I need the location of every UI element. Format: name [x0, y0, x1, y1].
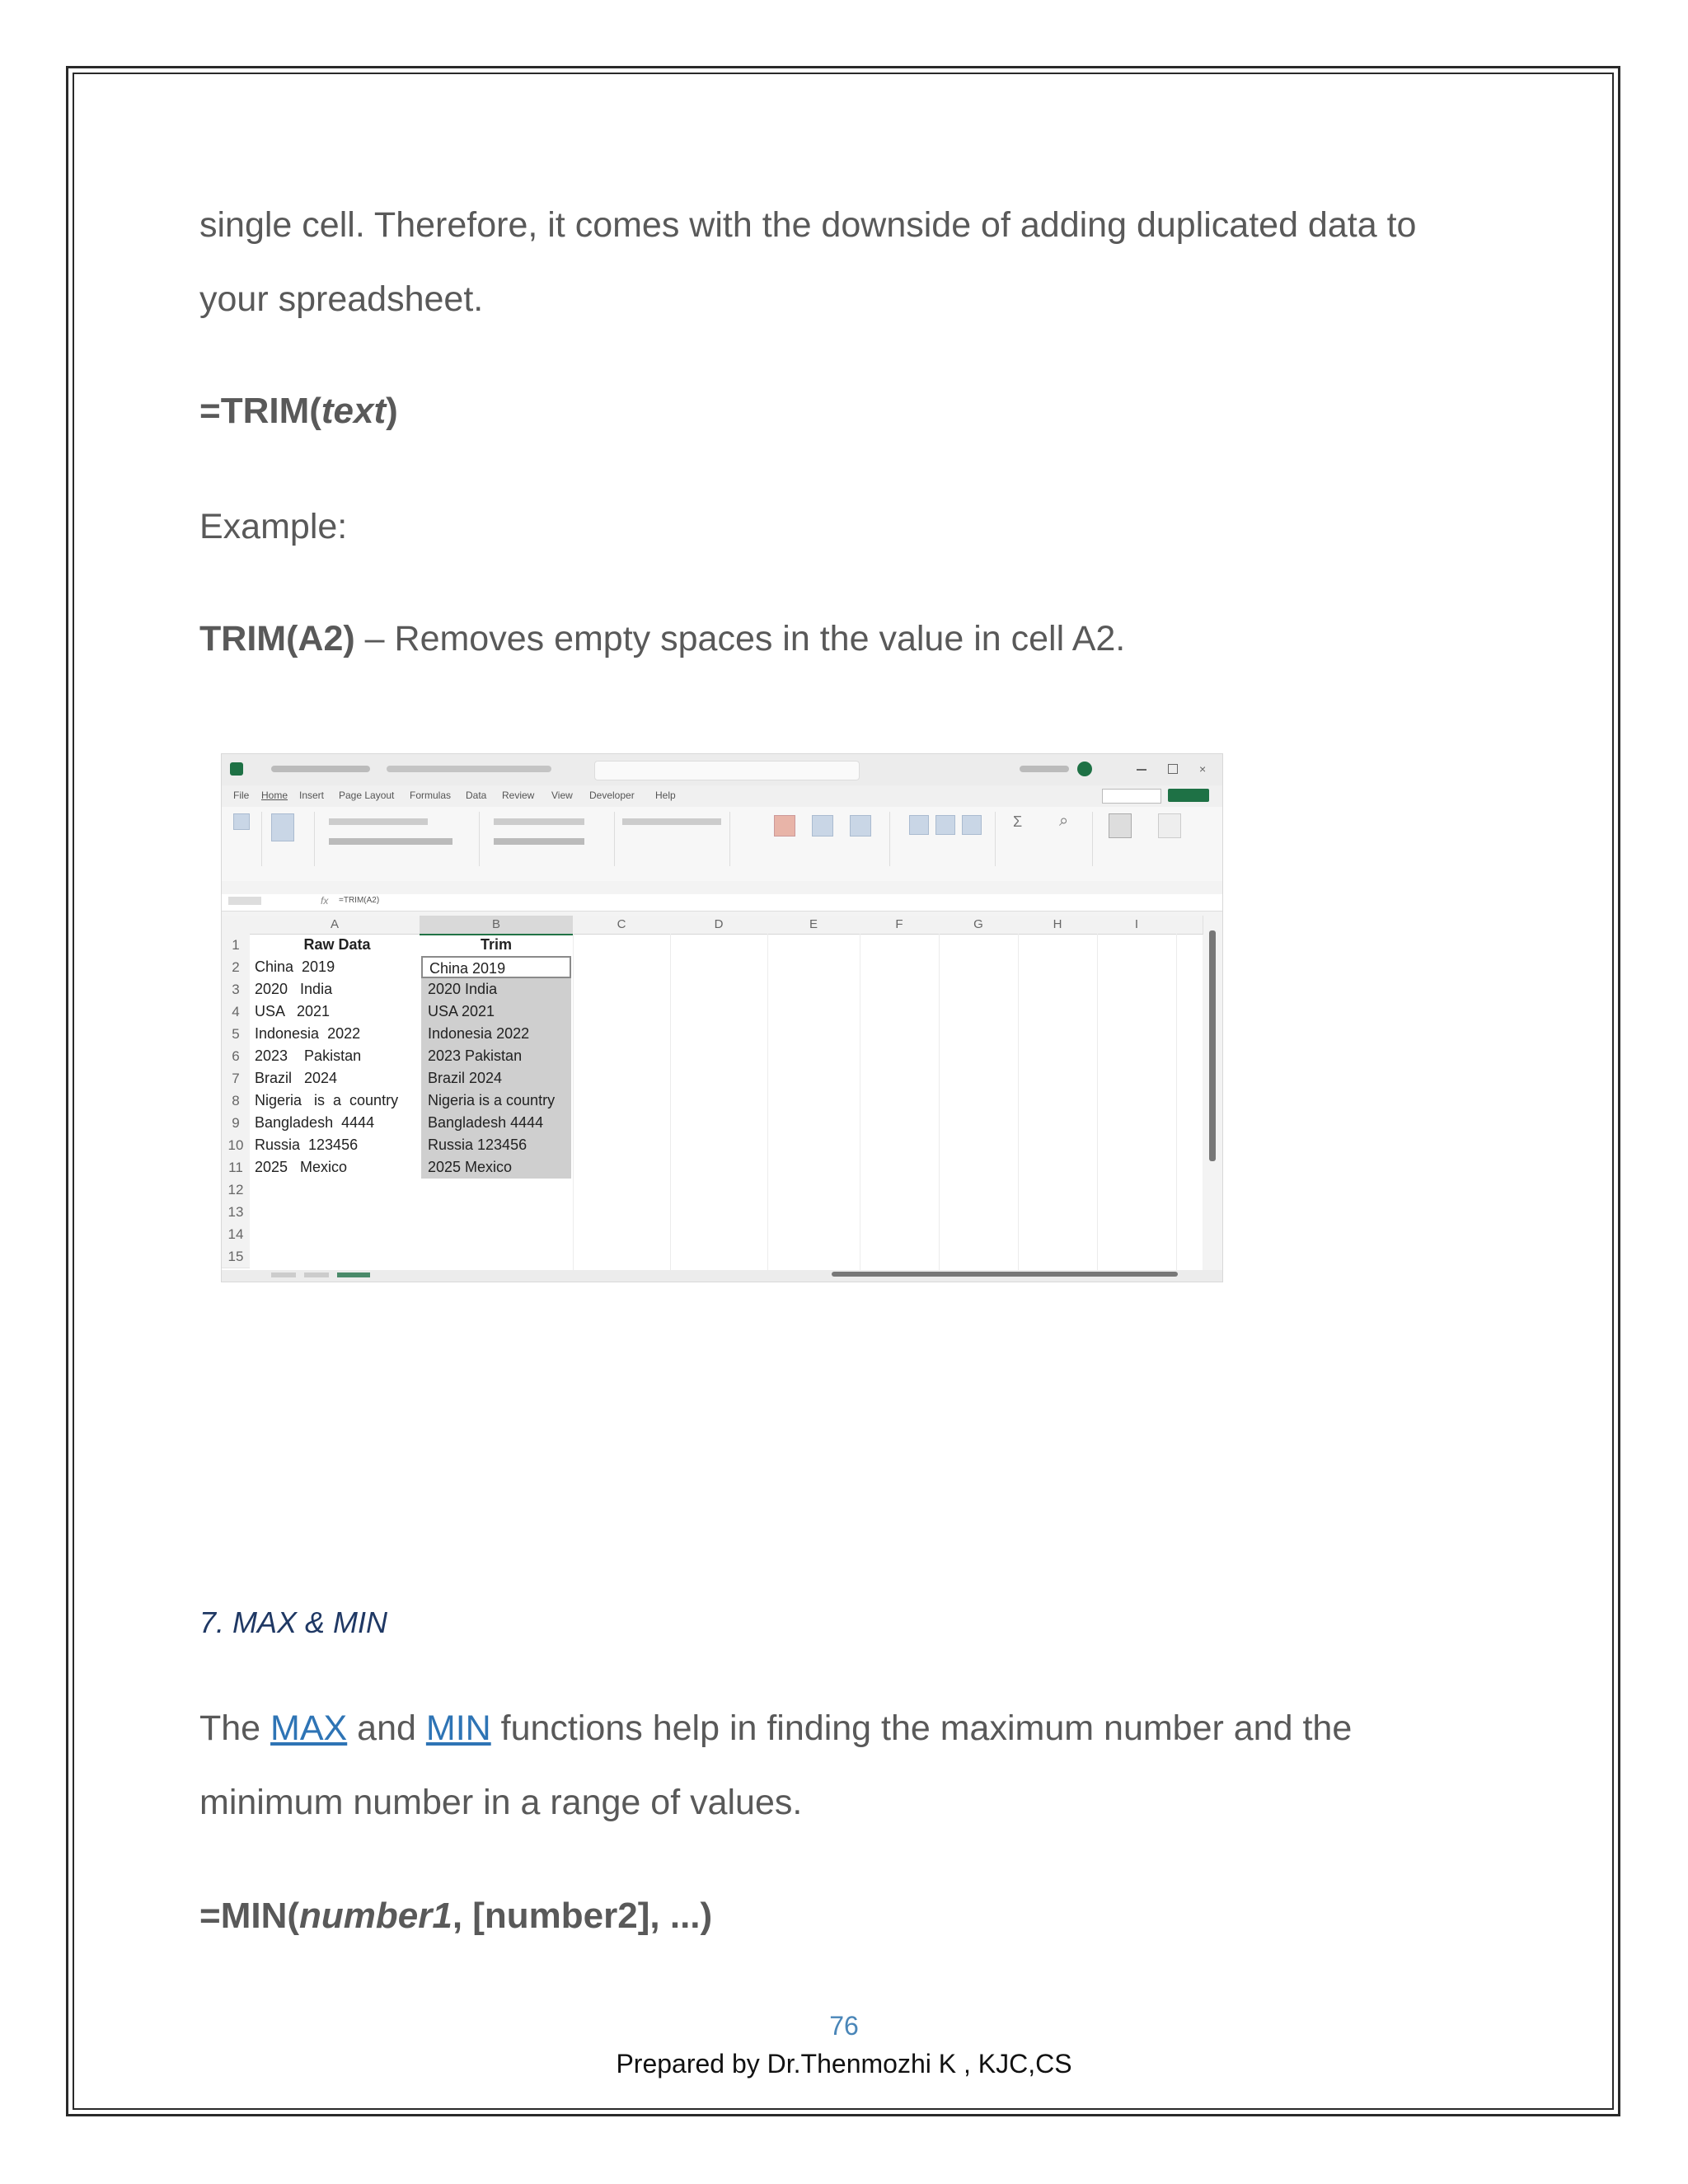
trim-cell[interactable]: Russia 123456 — [421, 1134, 571, 1156]
menu-help[interactable]: Help — [655, 790, 676, 801]
min-syntax-prefix: =MIN( — [199, 1896, 299, 1936]
raw-data-cell[interactable]: 2020 India — [255, 981, 333, 997]
trim-syntax-suffix: ) — [386, 391, 398, 431]
maxmin-text-3: functions help in finding the maximum number and the — [490, 1708, 1353, 1748]
paragraph-line: single cell. Therefore, it comes with the downside of adding duplicated data to — [199, 205, 1417, 245]
excel-logo-icon — [230, 762, 243, 776]
column-header-h[interactable]: H — [1018, 916, 1098, 935]
raw-data-cell[interactable]: Brazil 2024 — [255, 1070, 338, 1086]
trim-cell[interactable]: 2020 India — [421, 978, 571, 1001]
section-heading: 7. MAX & MIN — [199, 1605, 388, 1639]
paragraph-line: minimum number in a range of values. — [199, 1783, 803, 1822]
horizontal-scrollbar[interactable] — [832, 1272, 1178, 1277]
min-syntax-suffix: , [number2], ...) — [452, 1896, 713, 1936]
column-header-e[interactable]: E — [767, 916, 860, 935]
sensitivity-icon[interactable] — [1158, 813, 1181, 838]
maximize-icon[interactable] — [1168, 764, 1178, 774]
excel-menu-bar — [222, 785, 1222, 807]
share-button[interactable] — [1168, 789, 1209, 802]
avatar[interactable] — [1077, 762, 1092, 776]
row-header[interactable]: 9 — [222, 1112, 250, 1135]
cell-a1-header[interactable]: Raw Data — [303, 936, 371, 953]
raw-data-cell[interactable]: China 2019 — [255, 958, 335, 975]
menu-data[interactable]: Data — [466, 790, 487, 801]
row-header[interactable]: 1 — [222, 934, 250, 957]
row-header[interactable]: 6 — [222, 1045, 250, 1068]
search-box[interactable] — [594, 761, 860, 780]
trim-cell[interactable]: 2025 Mexico — [421, 1156, 571, 1179]
trim-cell[interactable]: Bangladesh 4444 — [421, 1112, 571, 1134]
footer-prepared-by: Prepared by Dr.Thenmozhi K , KJC,CS — [616, 2049, 1072, 2079]
paragraph-line: your spreadsheet. — [199, 279, 484, 319]
raw-data-cell[interactable]: 2025 Mexico — [255, 1159, 348, 1175]
sheet-tab[interactable] — [271, 1272, 296, 1277]
menu-page-layout[interactable]: Page Layout — [339, 790, 395, 801]
vertical-scrollbar[interactable] — [1209, 930, 1216, 1161]
excel-title-bar — [222, 754, 1222, 785]
raw-data-cell[interactable]: Indonesia 2022 — [255, 1025, 361, 1042]
column-header-i[interactable]: I — [1097, 916, 1177, 935]
column-header-a[interactable]: A — [250, 916, 420, 935]
paragraph-line — [199, 1691, 1535, 1765]
row-header[interactable]: 5 — [222, 1023, 250, 1046]
trim-cell[interactable]: Indonesia 2022 — [421, 1023, 571, 1045]
trim-cell[interactable]: Brazil 2024 — [421, 1067, 571, 1090]
column-header-d[interactable]: D — [670, 916, 768, 935]
column-header-c[interactable]: C — [573, 916, 671, 935]
row-header[interactable]: 7 — [222, 1067, 250, 1090]
paragraph-maxmin — [199, 1691, 1535, 1840]
cell-b1-header[interactable]: Trim — [480, 936, 512, 953]
autosum-icon[interactable]: Σ — [1013, 813, 1023, 830]
page-number: 76 — [829, 2011, 859, 2041]
maxmin-text-1: The — [199, 1708, 271, 1748]
trim-cell[interactable]: USA 2021 — [421, 1001, 571, 1023]
min-syntax-arg: number1 — [299, 1896, 452, 1936]
row-header[interactable]: 2 — [222, 956, 250, 979]
row-header[interactable]: 3 — [222, 978, 250, 1001]
raw-data-cell[interactable]: 2023 Pakistan — [255, 1047, 362, 1064]
spreadsheet-grid[interactable] — [222, 916, 1203, 1270]
min-link[interactable]: MIN — [425, 1708, 491, 1748]
analyze-data-icon[interactable] — [1109, 813, 1132, 838]
raw-data-cell[interactable]: Nigeria is a country — [255, 1092, 399, 1108]
example-label: Example: — [199, 507, 348, 546]
row-header[interactable]: 15 — [222, 1245, 250, 1268]
row-header[interactable]: 14 — [222, 1223, 250, 1246]
raw-data-cell[interactable]: Bangladesh 4444 — [255, 1114, 375, 1131]
trim-syntax-arg: text — [321, 391, 387, 431]
menu-formulas[interactable]: Formulas — [410, 790, 452, 801]
sheet-tab-active[interactable] — [337, 1272, 370, 1277]
row-header[interactable]: 8 — [222, 1090, 250, 1113]
trim-example — [199, 602, 1535, 676]
row-header[interactable]: 11 — [222, 1156, 250, 1179]
trim-cell-active[interactable]: China 2019 — [421, 956, 571, 978]
formula-bar-content[interactable]: =TRIM(A2) — [339, 896, 380, 905]
trim-syntax — [199, 391, 398, 432]
trim-cell[interactable]: Nigeria is a country — [421, 1090, 571, 1112]
row-header[interactable]: 10 — [222, 1134, 250, 1157]
menu-view[interactable]: View — [551, 790, 573, 801]
row-header[interactable]: 12 — [222, 1179, 250, 1202]
trim-example-description: – Removes empty spaces in the value in cell A2. — [354, 619, 1126, 658]
menu-home[interactable]: Home — [261, 790, 288, 801]
column-header-f[interactable]: F — [860, 916, 940, 935]
menu-review[interactable]: Review — [502, 790, 535, 801]
raw-data-cell[interactable]: USA 2021 — [255, 1003, 331, 1019]
trim-syntax-prefix: =TRIM( — [199, 391, 321, 431]
menu-file[interactable]: File — [233, 790, 250, 801]
formula-bar[interactable]: fx =TRIM(A2) — [222, 894, 1222, 912]
comments-button[interactable] — [1102, 789, 1161, 804]
trim-example-formula: TRIM(A2) — [199, 619, 355, 658]
max-link[interactable]: MAX — [270, 1708, 348, 1748]
sheet-tab[interactable] — [304, 1272, 329, 1277]
excel-ribbon — [222, 807, 1222, 882]
menu-insert[interactable]: Insert — [299, 790, 325, 801]
find-select-icon[interactable]: ⌕ — [1059, 812, 1069, 830]
menu-developer[interactable]: Developer — [589, 790, 635, 801]
minimize-icon[interactable] — [1137, 769, 1146, 771]
close-icon[interactable]: × — [1199, 762, 1207, 776]
column-header-b[interactable]: B — [420, 916, 574, 935]
row-header[interactable]: 13 — [222, 1201, 250, 1224]
min-syntax — [199, 1896, 712, 1937]
column-header-g[interactable]: G — [939, 916, 1019, 935]
trim-cell[interactable]: 2023 Pakistan — [421, 1045, 571, 1067]
excel-screenshot — [221, 753, 1223, 1282]
raw-data-cell[interactable]: Russia 123456 — [255, 1137, 359, 1153]
maxmin-text-2: and — [347, 1708, 426, 1748]
paragraph-trim-intro — [199, 188, 1535, 336]
row-header[interactable]: 4 — [222, 1001, 250, 1024]
